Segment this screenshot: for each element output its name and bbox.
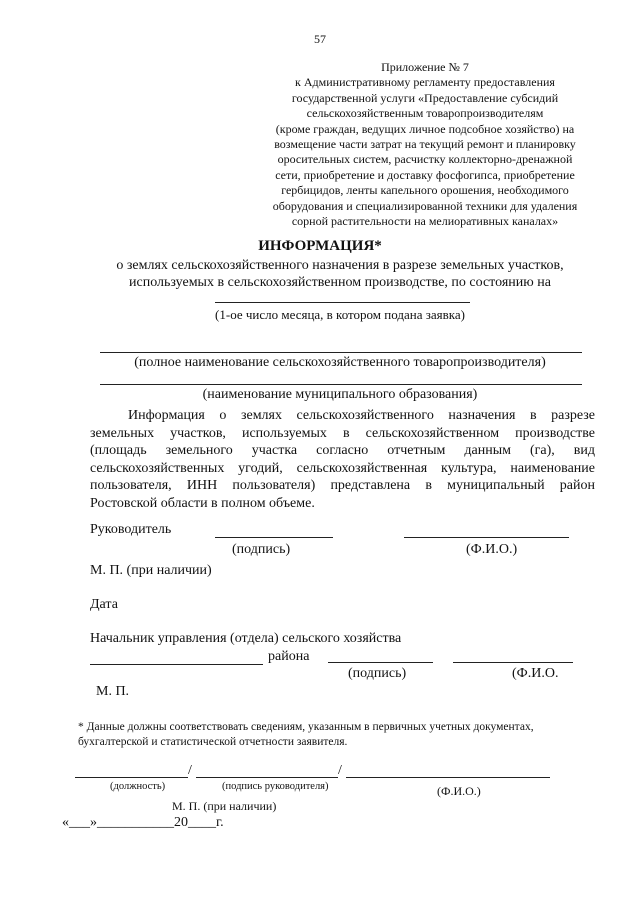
head-signature-line-2[interactable]	[196, 777, 338, 778]
body-line: (площадь земельного участка согласно отчетным данным (га), вид	[90, 443, 595, 458]
fio-caption-3: (Ф.И.О.)	[437, 784, 481, 798]
municipality-caption: (наименование муниципального образования)	[202, 387, 478, 402]
appendix-line: к Административному регламенту предоставления	[295, 75, 555, 90]
position-caption: (должность)	[110, 781, 166, 792]
body-line: Ростовской области в полном объеме.	[90, 495, 315, 511]
stamp-if-any: М. П. (при наличии)	[90, 563, 212, 578]
subtitle-line: о землях сельскохозяйственного назначения в разрезе земельных участков,	[116, 258, 564, 273]
footnote-line: * Данные должны соответствовать сведениям, указанным в первичных учетных документах,	[78, 721, 534, 733]
subtitle-line: используемых в сельскохозяйственном производстве, по состоянию на	[129, 275, 551, 290]
body-line: сельскохозяйственных угодий, сельскохозяйственная культура, наименование	[90, 460, 595, 476]
district-label: района	[268, 649, 310, 664]
appendix-line: (кроме граждан, ведущих личное подсобное хозяйство) на	[275, 121, 575, 136]
head-fio-line[interactable]	[404, 537, 569, 538]
agri-fio-line[interactable]	[453, 662, 573, 663]
agri-head-label: Начальник управления (отдела) сельского хозяйства	[90, 631, 402, 646]
position-line[interactable]	[75, 777, 188, 778]
appendix-line: государственной услуги «Предоставление субсидий	[291, 90, 559, 105]
page-number: 57	[314, 32, 326, 46]
appendix-line: оросительных систем, расчистку коллекторно-дренажной	[277, 152, 573, 167]
document-title: ИНФОРМАЦИЯ*	[258, 238, 382, 254]
municipality-name-line[interactable]	[100, 384, 582, 385]
slash-separator: /	[338, 763, 342, 778]
district-name-line[interactable]	[90, 664, 263, 665]
body-line: земельных участков, используемых в сельскохозяйственном производстве	[90, 425, 595, 441]
date-fill-line[interactable]	[215, 302, 470, 303]
head-label: Руководитель	[90, 522, 172, 537]
body-line: Информация о землях сельскохозяйственного назначения в разрезе	[128, 408, 595, 423]
slash-separator: /	[188, 763, 192, 778]
head-signature-line[interactable]	[215, 537, 333, 538]
appendix-line: сорной растительности на мелиоративных каналах»	[291, 214, 559, 229]
appendix-line: оборудования и специализированной техники для удаления	[272, 198, 578, 213]
fio-caption-2: (Ф.И.О.	[512, 666, 559, 681]
footnote	[78, 720, 534, 750]
signature-caption-2: (подпись)	[348, 666, 407, 681]
producer-name-line[interactable]	[100, 352, 582, 353]
appendix-line: гербицидов, ленты капельного орошения, необходимого	[281, 183, 569, 198]
date-label: Дата	[90, 597, 118, 612]
stamp: М. П.	[96, 684, 130, 699]
fio-line-3[interactable]	[346, 777, 550, 778]
appendix-line: возмещение части затрат на текущий ремонт и планировку	[274, 137, 576, 152]
body-paragraph	[90, 407, 595, 512]
document-subtitle	[60, 257, 620, 291]
producer-caption: (полное наименование сельскохозяйственного товаропроизводителя)	[134, 355, 546, 370]
date-fill-line-bottom[interactable]: «___»___________20____г.	[62, 815, 224, 830]
body-line: пользователя, ИНН пользователя) представлена в муниципальный район	[90, 478, 595, 493]
date-caption: (1-ое число месяца, в котором подана заявка)	[215, 307, 465, 322]
head-signature-caption: (подпись руководителя)	[222, 781, 329, 792]
fio-caption: (Ф.И.О.)	[466, 542, 518, 557]
footnote-line: бухгалтерской и статистической отчетности заявителя.	[78, 736, 348, 748]
appendix-header	[250, 60, 600, 229]
agri-signature-line[interactable]	[328, 662, 433, 663]
appendix-line: Приложение № 7	[381, 60, 469, 74]
appendix-line: сельскохозяйственным товаропроизводителям	[306, 106, 544, 121]
stamp-if-any-2: М. П. (при наличии)	[172, 799, 277, 813]
appendix-line: сети, приобретение и доставку фосфогипса, приобретение	[275, 167, 575, 182]
signature-caption: (подпись)	[232, 542, 291, 557]
